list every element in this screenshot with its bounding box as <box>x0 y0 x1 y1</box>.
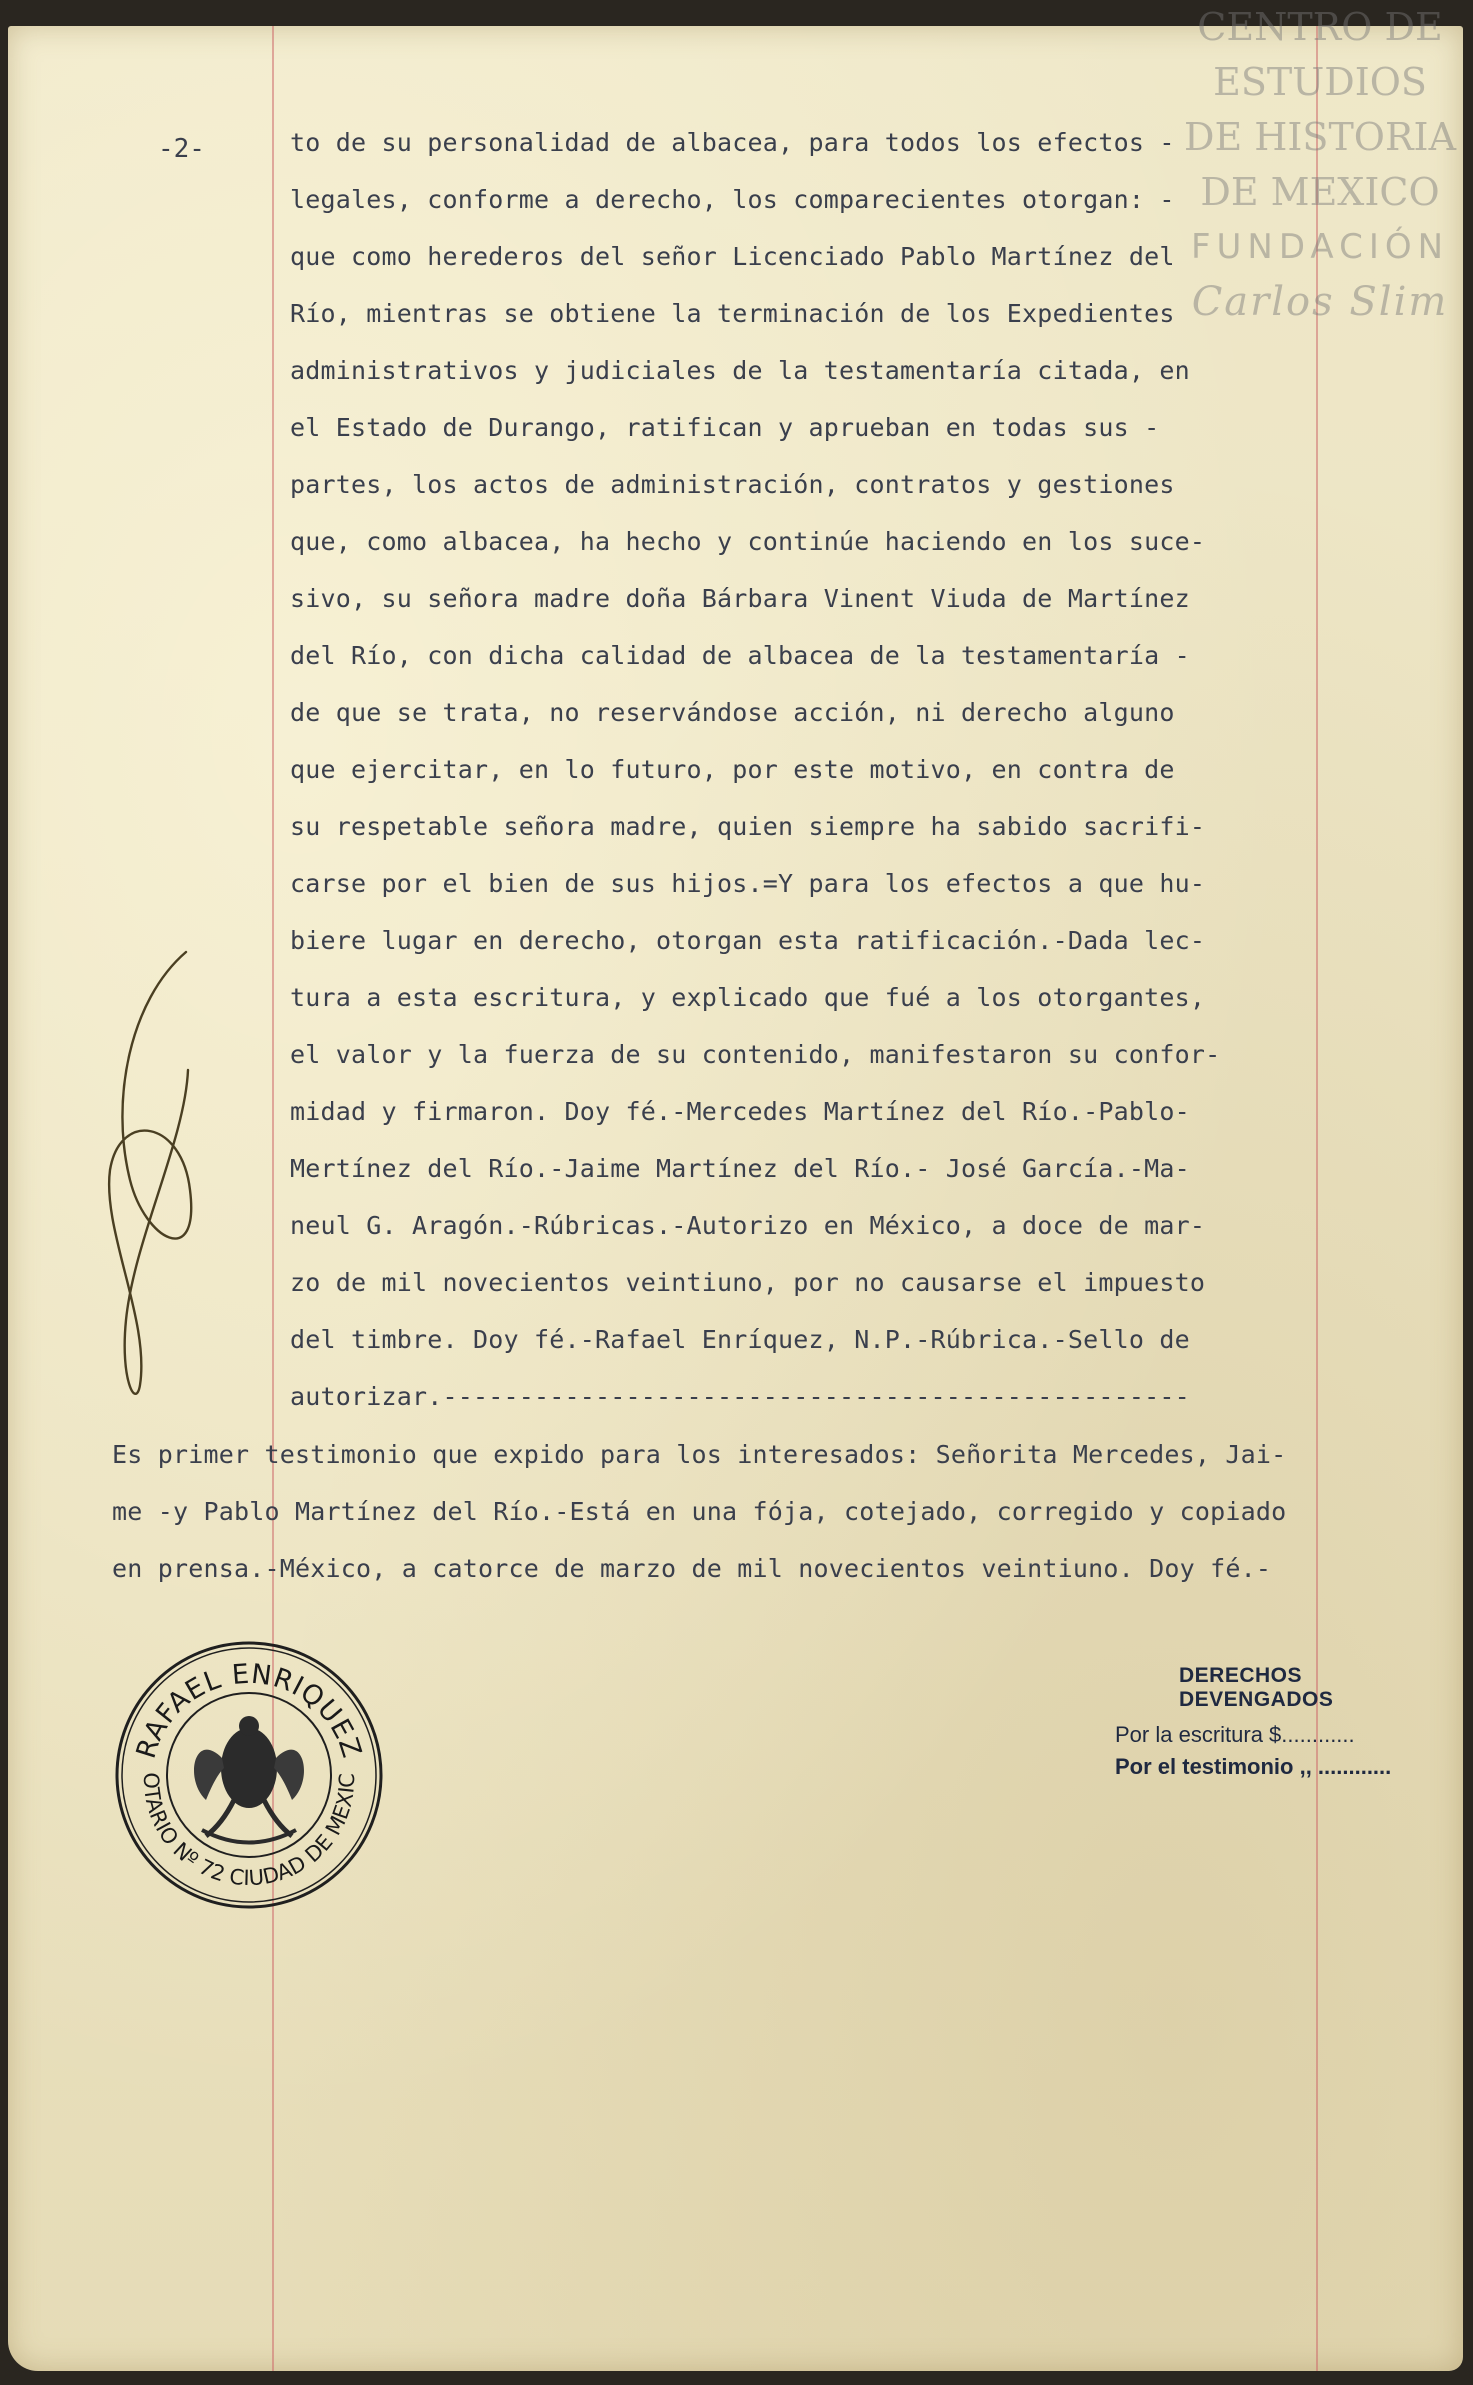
testimony-line-1: Es primer testimonio que expido para los interesados: Señorita Mercedes, Jai- <box>112 1440 1287 1469</box>
handwritten-rubric <box>90 940 220 1400</box>
watermark-line-6: Carlos Slim <box>1191 279 1449 325</box>
body-line-6: el Estado de Durango, ratifican y aprueban en todas sus - <box>290 413 1160 442</box>
body-line-14: carse por el bien de sus hijos.=Y para los efectos a que hu- <box>290 869 1206 898</box>
page-number: -2- <box>158 134 205 164</box>
body-line-9: sivo, su señora madre doña Bárbara Vinent Viuda de Martínez <box>290 584 1190 613</box>
seal-emblem <box>114 1640 384 1910</box>
body-line-13: su respetable señora madre, quien siempre ha sabido sacrifi- <box>290 812 1206 841</box>
body-line-19: Mertínez del Río.-Jaime Martínez del Río.- José García.-Ma- <box>290 1154 1190 1183</box>
fee-testimony: Por el testimonio ,, ............ <box>1115 1754 1392 1779</box>
margin-rule-left <box>272 26 274 2371</box>
eagle-icon <box>194 1716 304 1843</box>
watermark-line-1: CENTRO DE <box>1197 5 1443 49</box>
body-line-10: del Río, con dicha calidad de albacea de la testamentaría - <box>290 641 1190 670</box>
body-line-20: neul G. Aragón.-Rúbricas.-Autorizo en México, a doce de mar- <box>290 1211 1206 1240</box>
body-line-11: de que se trata, no reservándose acción, ni derecho alguno <box>290 698 1175 727</box>
watermark-line-2: ESTUDIOS <box>1213 60 1427 104</box>
testimony-line-2: me -y Pablo Martínez del Río.-Está en una fója, cotejado, corregido y copiado <box>112 1497 1287 1526</box>
body-line-23: autorizar.------------------------------------------------- <box>290 1382 1190 1411</box>
body-line-8: que, como albacea, ha hecho y continúe haciendo en los suce- <box>290 527 1206 556</box>
body-line-7: partes, los actos de administración, contratos y gestiones <box>290 470 1175 499</box>
body-line-17: el valor y la fuerza de su contenido, manifestaron su confor- <box>290 1040 1221 1069</box>
body-line-22: del timbre. Doy fé.-Rafael Enríquez, N.P.-Rúbrica.-Sello de <box>290 1325 1190 1354</box>
body-line-2: legales, conforme a derecho, los comparecientes otorgan: - <box>290 185 1175 214</box>
body-line-18: midad y firmaron. Doy fé.-Mercedes Martínez del Río.-Pablo- <box>290 1097 1190 1126</box>
body-line-3: que como herederos del señor Licenciado Pablo Martínez del <box>290 242 1175 271</box>
watermark-line-5: FUNDACIÓN <box>1190 227 1450 267</box>
seal-bottom-text: OTARIO Nº 72 CIUDAD DE MEXIC <box>138 1772 360 1891</box>
margin-rule-right <box>1316 26 1318 2371</box>
body-line-4: Río, mientras se obtiene la terminación de los Expedientes <box>290 299 1175 328</box>
archive-watermark <box>1175 0 1465 330</box>
body-line-1: to de su personalidad de albacea, para todos los efectos - <box>290 128 1175 157</box>
testimony-line-3: en prensa.-México, a catorce de marzo de mil novecientos veintiuno. Doy fé.- <box>112 1554 1272 1583</box>
body-line-5: administrativos y judiciales de la testamentaría citada, en <box>290 356 1190 385</box>
body-line-16: tura a esta escritura, y explicado que fué a los otorgantes, <box>290 983 1206 1012</box>
body-line-15: biere lugar en derecho, otorgan esta ratificación.-Dada lec- <box>290 926 1206 955</box>
watermark-line-4: DE MEXICO <box>1200 170 1440 214</box>
body-line-12: que ejercitar, en lo futuro, por este motivo, en contra de <box>290 755 1175 784</box>
body-line-21: zo de mil novecientos veintiuno, por no causarse el impuesto <box>290 1268 1206 1297</box>
seal-top-text: RAFAEL ENRIQUEZ <box>130 1658 368 1763</box>
fees-title: DERECHOS DEVENGADOS <box>1179 1664 1334 1711</box>
watermark-line-3: DE HISTORIA <box>1183 115 1457 159</box>
fees-box <box>1115 1664 1455 1780</box>
fee-writing: Por la escritura $............ <box>1115 1722 1355 1747</box>
notary-seal <box>114 1640 384 1910</box>
